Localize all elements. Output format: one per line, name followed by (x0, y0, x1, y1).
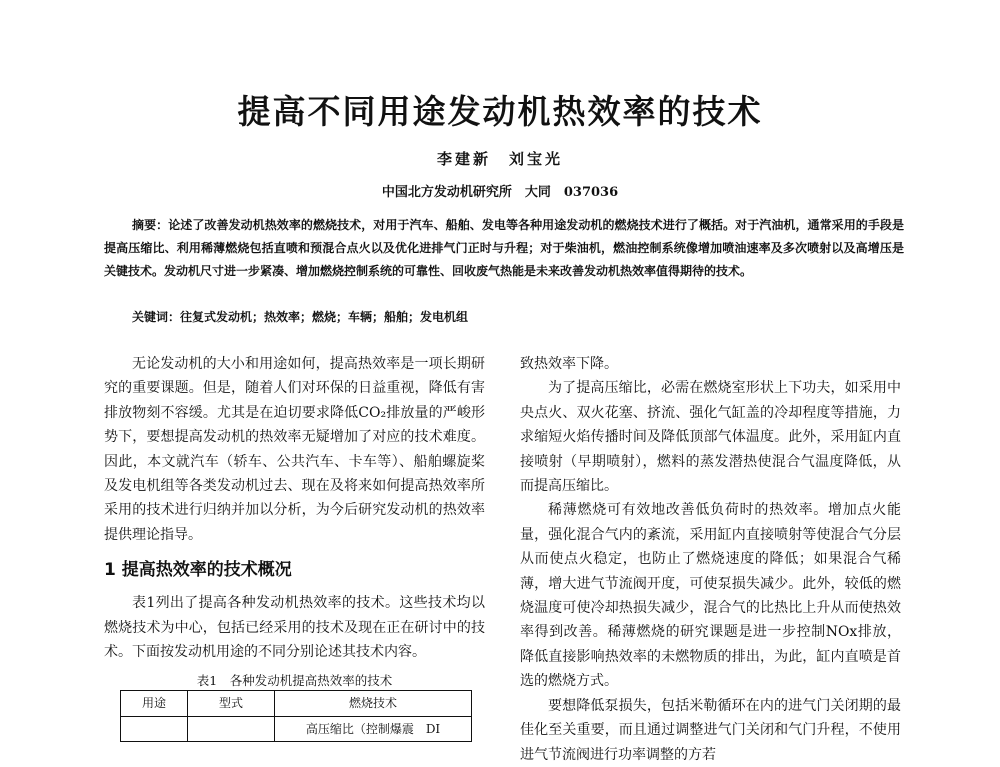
keywords-label: 关键词： (132, 310, 181, 324)
table-header-cell: 型式 (188, 691, 275, 716)
authors: 李建新 刘宝光 (436, 150, 563, 168)
table-header-cell: 燃烧技术 (275, 691, 472, 716)
lean-burn-paragraph: 稀薄燃烧可有效地改善低负荷时的热效率。增加点火能量，强化混合气内的紊流，采用缸内直接喷射等使混合气分层从而使点火稳定，也防止了燃烧速度的降低；如果混合气稀薄，增大进气节流阀开度，可使泵损失减少。此外，较低的燃烧温度可使冷却热损失减少，混合气的比热比上升从而使热效率得到改善。稀薄燃烧的研究课题是进一步控制NOx排放，降低直接影响热效率的未燃物质的排出，为此，缸内直喷是首选的燃烧方式。 (520, 502, 901, 690)
table-cell: 高压缩比（控制爆震 DI (275, 716, 472, 741)
section-paragraph: 表1列出了提高各种发动机热效率的技术。这些技术均以燃烧技术为中心，包括已经采用的技术及现在正在研讨中的技术。下面按发动机用途的不同分别论述其技术内容。 (104, 595, 485, 661)
abstract-text: 论述了改善发动机热效率的燃烧技术，对用于汽车、船舶、发电等各种用途发动机的燃烧技术进行了概括。对于汽油机，通常采用的手段是提高压缩比、利用稀薄燃烧包括直喷和预混合点火以及优化进排气门正时与升程；对于柴油机，燃油控制系统像增加喷油速率及多次喷射以及高增压是关键技术。发动机尺寸进一步紧凑、增加燃烧控制系统的可靠性、回收废气热能是未来改善发动机热效率值得期待的技术。 (104, 218, 904, 278)
paper-title: 提高不同用途发动机热效率的技术 (237, 92, 763, 131)
table-cell (188, 716, 275, 741)
affiliation: 中国北方发动机研究所 大同 037036 (381, 185, 619, 200)
table-header-cell: 用途 (121, 691, 188, 716)
section-heading: 1 提高热效率的技术概况 (104, 560, 292, 581)
table-row (121, 716, 472, 741)
intro-paragraph: 无论发动机的大小和用途如何，提高热效率是一项长期研究的重要课题。但是，随着人们对环保的日益重视，降低有害排放物刻不容缓。尤其是在迫切要求降低CO₂排放量的严峻形势下，要想提高发动机的热效率无疑增加了对应的技术难度。因此，本文就汽车（轿车、公共汽车、卡车等）、船舶螺旋桨及发电机组等各类发动机过去、现在及将来如何提高热效率所采用的技术进行归纳并加以分析，为今后研究发动机的热效率提供理论指导。 (104, 356, 485, 543)
table-header-row (121, 691, 472, 716)
compression-paragraph: 为了提高压缩比，必需在燃烧室形状上下功夫，如采用中央点火、双火花塞、挤流、强化气缸盖的冷却程度等措施，力求缩短火焰传播时间及降低顶部气体温度。此外，采用缸内直接喷射（早期喷射），燃料的蒸发潜热使混合气温度降低，从而提高压缩比。 (520, 380, 901, 495)
continued-paragraph: 致热效率下降。 (520, 356, 618, 372)
abstract-label: 摘要： (132, 218, 169, 232)
table-caption: 表1 各种发动机提高热效率的技术 (196, 673, 393, 689)
pump-loss-paragraph: 要想降低泵损失，包括米勒循环在内的进气门关闭期的最佳化至关重要，而且通过调整进气门关闭和气门升程，不使用进气节流阀进行功率调整的方若 (520, 697, 901, 763)
right-column (520, 352, 901, 767)
keywords-text: 往复式发动机；热效率；燃烧；车辆；船舶；发电机组 (180, 310, 469, 324)
table-cell (121, 716, 188, 741)
left-column (104, 352, 485, 742)
keywords (132, 306, 902, 329)
tech-table (120, 690, 472, 742)
abstract (104, 214, 904, 283)
